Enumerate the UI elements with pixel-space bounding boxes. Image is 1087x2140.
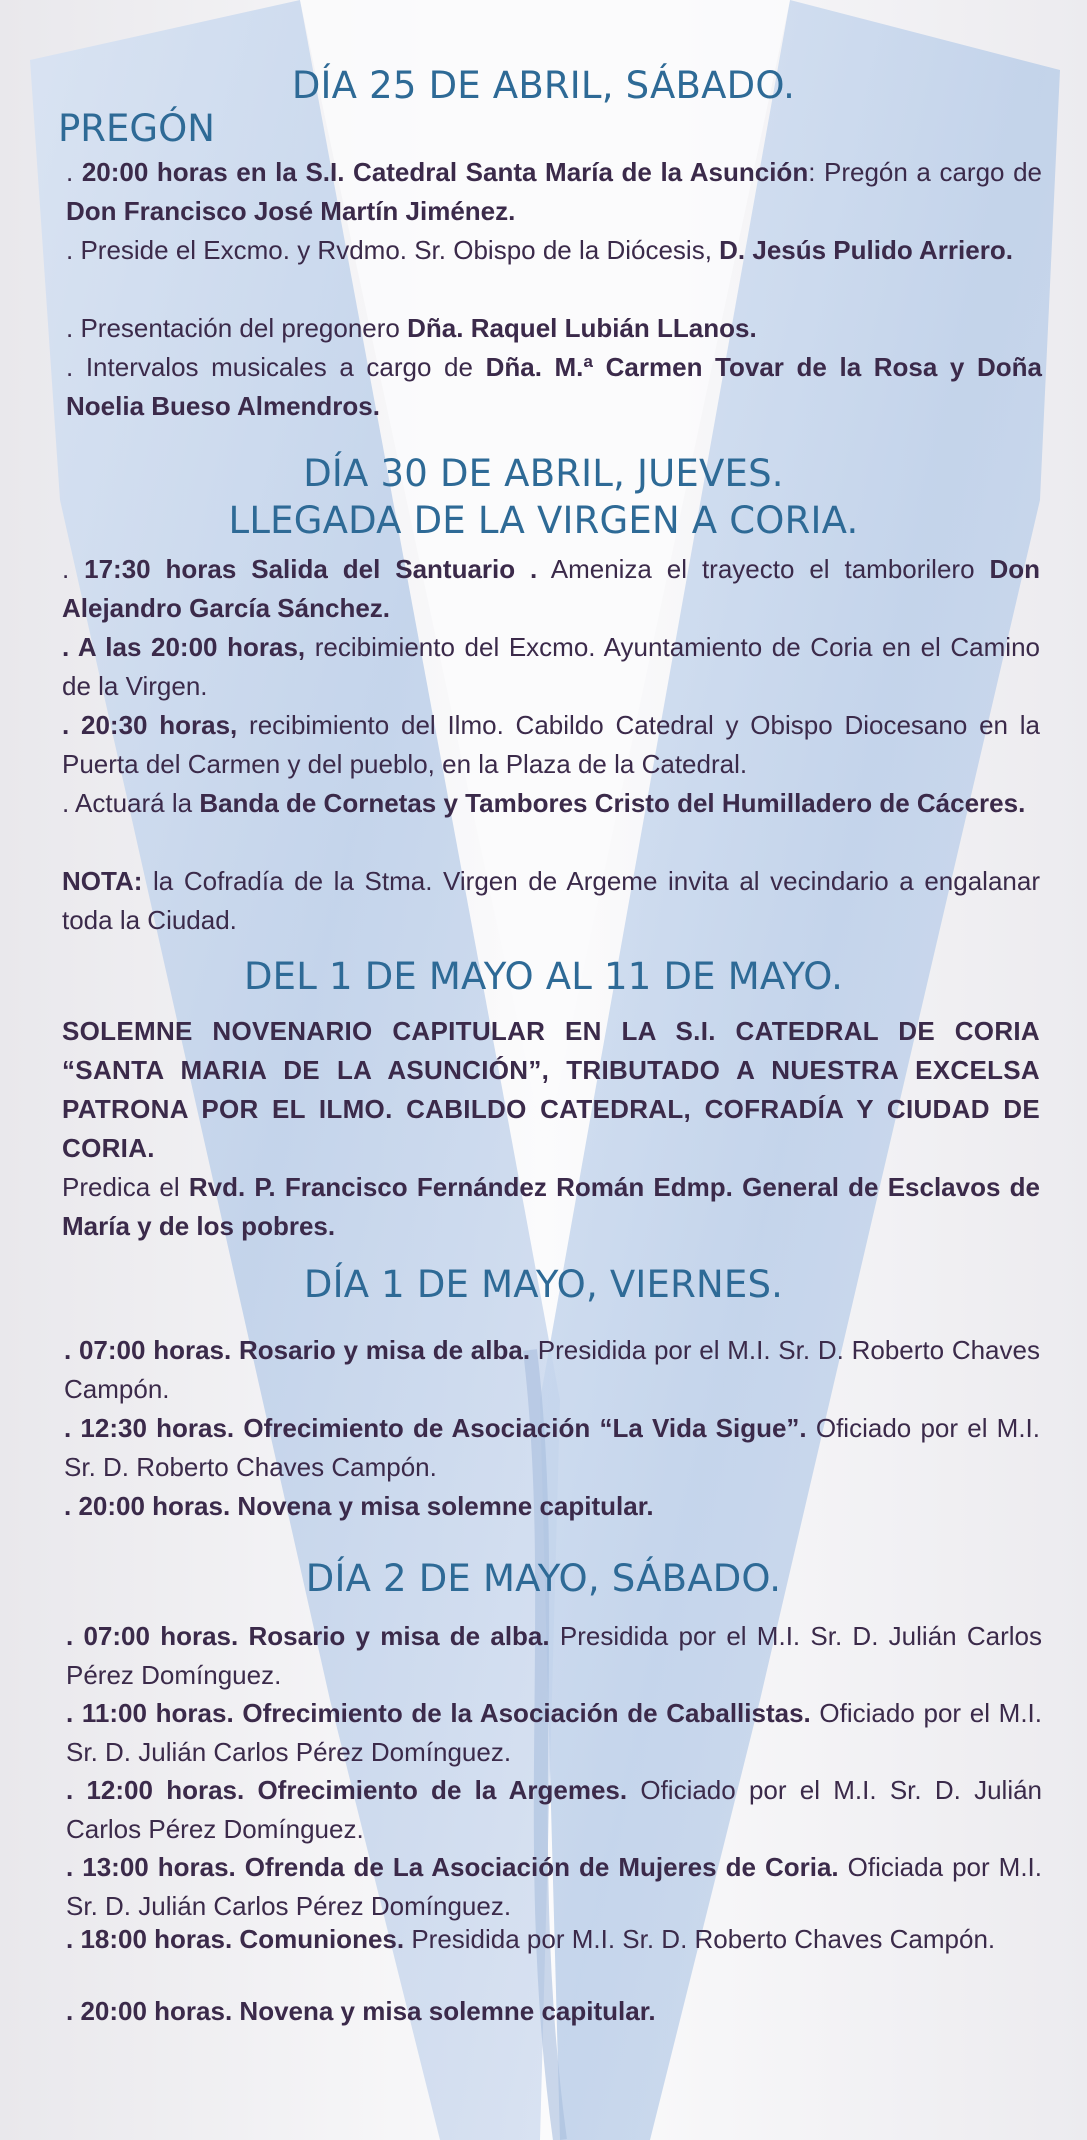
list-item: . 07:00 horas. Rosario y misa de alba. Presidida por el M.I. Sr. D. Roberto Chaves Campón. [64,1335,1040,1404]
list-item: . A las 20:00 horas, recibimiento del Excmo. Ayuntamiento de Coria en el Camino de la Virgen. [62,632,1040,701]
preacher-paragraph: Predica el Rvd. P. Francisco Fernández Román Edmp. General de Esclavos de María y de los pobres. [62,1172,1040,1241]
heading-llegada: LLEGADA DE LA VIRGEN A CORIA. [228,499,859,542]
list-item: . 20:00 horas. Novena y misa solemne capitular. [66,1996,656,2026]
heading-dia-25: DÍA 25 DE ABRIL, SÁBADO. [291,64,796,107]
heading-pregon: PREGÓN [58,107,215,150]
list-item: . 18:00 horas. Comuniones. Presidida por M.I. Sr. D. Roberto Chaves Campón. [66,1924,996,1954]
note-paragraph: NOTA: la Cofradía de la Stma. Virgen de Argeme invita al vecindario a engalanar toda la Ciudad. [62,866,1040,935]
list-item: . Intervalos musicales a cargo de Dña. M.ª Carmen Tovar de la Rosa y Doña Noelia Bueso Almendros. [66,352,1042,421]
heading-dia-30: DÍA 30 DE ABRIL, JUEVES. [303,452,784,495]
list-item: . 13:00 horas. Ofrenda de La Asociación de Mujeres de Coria. Oficiada por M.I. Sr. D. Julián Carlos Pérez Domínguez. [66,1852,1042,1921]
heading-dia-2: DÍA 2 DE MAYO, SÁBADO. [305,1557,782,1600]
heading-novenario-dates: DEL 1 DE MAYO AL 11 DE MAYO. [243,955,844,998]
list-item: . Actuará la Banda de Cornetas y Tambores Cristo del Humilladero de Cáceres. [62,788,1026,818]
list-item: . 20:30 horas, recibimiento del Ilmo. Cabildo Catedral y Obispo Diocesano en la Puerta del Carmen y del pueblo, en la Plaza de la Catedral. [62,710,1040,779]
list-item: . Preside el Excmo. y Rvdmo. Sr. Obispo de la Diócesis, D. Jesús Pulido Arriero. [66,235,1013,265]
novenario-description: SOLEMNE NOVENARIO CAPITULAR EN LA S.I. CATEDRAL DE CORIA “SANTA MARIA DE LA ASUNCIÓN”, TRIBUTADO A NUESTRA EXCELSA PATRONA POR EL ILMO. CABILDO CATEDRAL, COFRADÍA Y CIUDAD DE CORIA. [62,1016,1040,1163]
list-item: . 07:00 horas. Rosario y misa de alba. Presidida por el M.I. Sr. D. Julián Carlos Pérez Domínguez. [66,1621,1042,1690]
list-item: . 12:30 horas. Ofrecimiento de Asociación “La Vida Sigue”. Oficiado por el M.I. Sr. D. Roberto Chaves Campón. [64,1413,1041,1482]
list-item: . 12:00 horas. Ofrecimiento de la Argemes. Oficiado por el M.I. Sr. D. Julián Carlos Pérez Domínguez. [66,1775,1043,1844]
list-item: . Presentación del pregonero Dña. Raquel Lubián LLanos. [66,313,757,343]
list-item: . 11:00 horas. Ofrecimiento de la Asociación de Caballistas. Oficiado por el M.I. Sr. D. Julián Carlos Pérez Domínguez. [66,1698,1042,1767]
list-item: . 20:00 horas. Novena y misa solemne capitular. [64,1491,654,1521]
heading-dia-1: DÍA 1 DE MAYO, VIERNES. [303,1263,784,1306]
list-item: . 20:00 horas en la S.I. Catedral Santa María de la Asunción: Pregón a cargo de Don Francisco José Martín Jiménez. [66,157,1042,226]
list-item: . 17:30 horas Salida del Santuario . Ameniza el trayecto el tamborilero Don Alejandro García Sánchez. [62,554,1040,623]
